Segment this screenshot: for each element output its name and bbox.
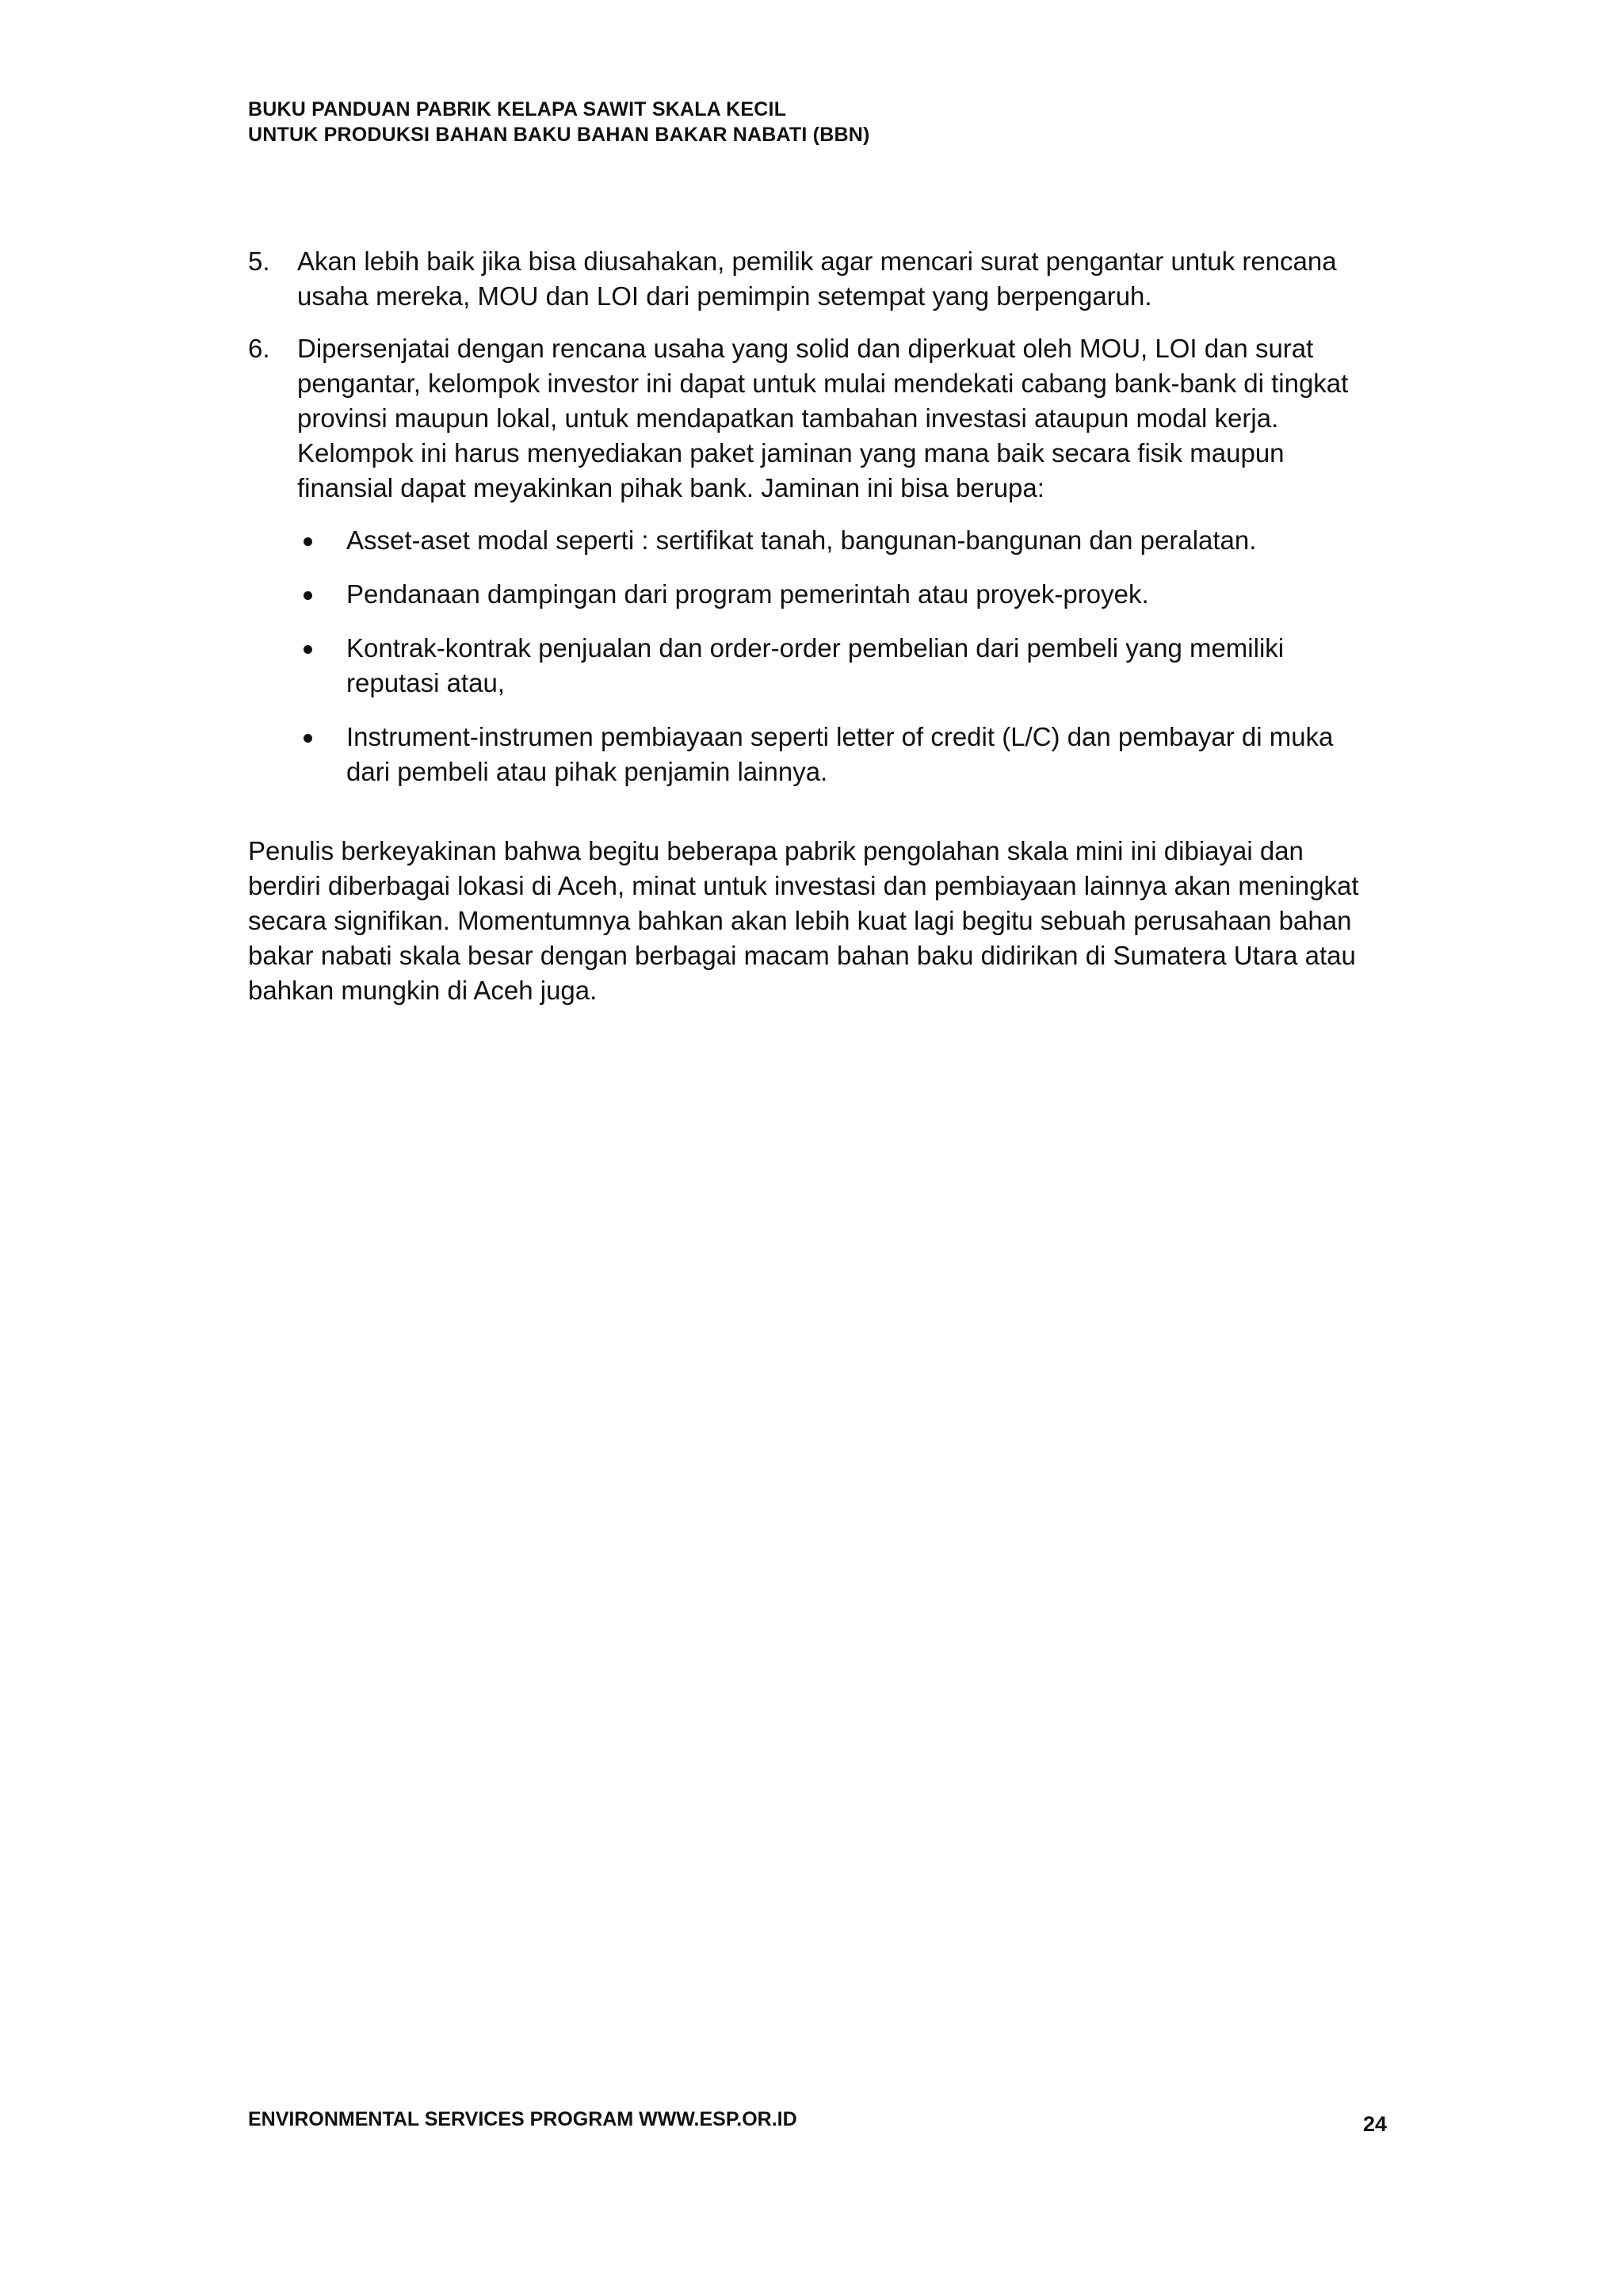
- numbered-item-6: [248, 331, 1381, 506]
- bullet-item: [248, 523, 1381, 558]
- bullet-item: [248, 577, 1381, 612]
- bullet-item: [248, 631, 1381, 701]
- item-text: Akan lebih baik jika bisa diusahakan, pemilik agar mencari surat pengantar untuk rencana usaha mereka, MOU dan LOI dari pemimpin setempat yang berpengaruh.: [297, 246, 1337, 311]
- bullet-item: [248, 720, 1381, 789]
- closing-paragraph: Penulis berkeyakinan bahwa begitu beberapa pabrik pengolahan skala mini ini dibiayai dan berdiri diberbagai lokasi di Aceh, minat untuk investasi dan pembiayaan lainnya akan meningkat secara signifikan. Momentumnya bahkan akan lebih kuat lagi begitu sebuah perusahaan bahan bakar nabati skala besar dengan berbagai macam bahan baku didirikan di Sumatera Utara atau bahkan mungkin di Aceh juga.: [248, 836, 1359, 1005]
- bullet-text: Asset-aset modal seperti : sertifikat tanah, bangunan-bangunan dan peralatan.: [346, 525, 1257, 555]
- bullet-dot-icon: [304, 537, 312, 546]
- item-number: 5.: [248, 246, 270, 276]
- item-text: Dipersenjatai dengan rencana usaha yang solid dan diperkuat oleh MOU, LOI dan surat pengantar, kelompok investor ini dapat untuk mulai mendekati cabang bank-bank di tingkat provinsi maupun lokal, untuk mendapatkan tambahan investasi ataupun modal kerja. Kelompok ini harus menyediakan paket jaminan yang mana baik secara fisik maupun finansial dapat meyakinkan pihak bank. Jaminan ini bisa berupa:: [297, 334, 1349, 502]
- bullet-text: Instrument-instrumen pembiayaan seperti letter of credit (L/C) dan pembayar di muka dari pembeli atau pihak penjamin lainnya.: [346, 722, 1334, 786]
- page-number: 24: [1362, 2112, 1387, 2136]
- page-body: [248, 244, 1381, 1008]
- footer-program-url: ENVIRONMENTAL SERVICES PROGRAM WWW.ESP.OR.ID: [248, 2108, 797, 2130]
- bullet-dot-icon: [304, 591, 312, 600]
- running-header: [248, 97, 870, 147]
- item-number: 6.: [248, 334, 270, 363]
- bullet-text: Kontrak-kontrak penjualan dan order-order pembelian dari pembeli yang memiliki reputasi atau,: [346, 633, 1285, 697]
- numbered-item-5: [248, 244, 1381, 314]
- collateral-bullet-list: [248, 523, 1381, 789]
- bullet-dot-icon: [304, 645, 312, 654]
- header-title-line-1: BUKU PANDUAN PABRIK KELAPA SAWIT SKALA KECIL: [248, 98, 787, 120]
- header-title-line-2: UNTUK PRODUKSI BAHAN BAKU BAHAN BAKAR NABATI (BBN): [248, 124, 870, 146]
- bullet-text: Pendanaan dampingan dari program pemerintah atau proyek-proyek.: [346, 579, 1149, 609]
- bullet-dot-icon: [304, 734, 312, 743]
